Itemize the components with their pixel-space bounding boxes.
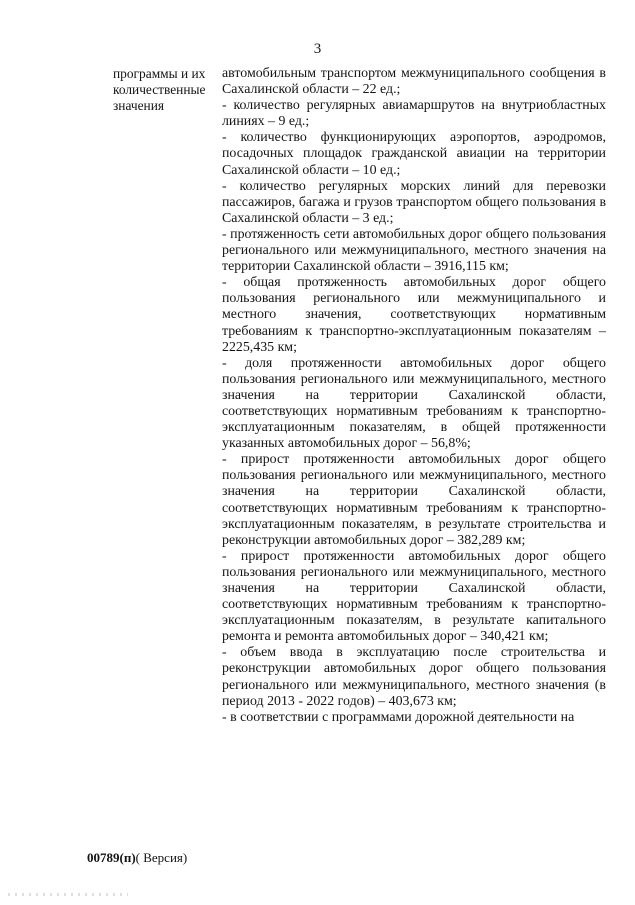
- indicator-item: - количество регулярных морских линий для перевозки пассажиров, багажа и грузов транспортом общего пользования в Сахалинской области – 3 ед.;: [222, 178, 606, 226]
- document-code: 00789(п): [87, 850, 136, 865]
- indicator-item: - прирост протяженности автомобильных дорог общего пользования регионального или межмуниципального, местного значения на территории Сахалинской области, соответствующих нормативным требованиям к транспортно-эксплуатационным показателям, в результате строительства и реконструкции автомобильных дорог – 382,289 км;: [222, 452, 606, 548]
- row-label: [113, 66, 219, 114]
- row-label-line: программы и их: [113, 66, 206, 81]
- row-label-line: количественные: [113, 82, 206, 97]
- scan-artifact: [8, 893, 128, 896]
- indicator-item: автомобильным транспортом межмуниципального сообщения в Сахалинской области – 22 ед.;: [222, 66, 606, 98]
- row-label-line: значения: [113, 98, 165, 113]
- indicator-item: - доля протяженности автомобильных дорог общего пользования регионального или межмуниципального, местного значения на территории Сахалинской области, соответствующих нормативным требованиям к транспортно-эксплуатационным показателям, в общей протяженности указанных автомобильных дорог – 56,8%;: [222, 355, 606, 452]
- indicator-item: - количество функционирующих аэропортов, аэродромов, посадочных площадок гражданской авиации на территории Сахалинской области – 10 ед.;: [222, 130, 606, 178]
- indicator-item: - количество регулярных авиамаршрутов на внутриобластных линиях – 9 ед.;: [222, 98, 606, 130]
- page-number: 3: [313, 41, 322, 57]
- indicators-list: [222, 66, 606, 726]
- document-version: ( Версия): [135, 850, 188, 865]
- indicator-item: - в соответствии с программами дорожной деятельности на: [222, 709, 575, 725]
- indicator-item: - общая протяженность автомобильных дорог общего пользования регионального или межмуниципального и местного значения, соответствующих нормативным требованиям к транспортно-эксплуатационным показателям – 2225,435 км;: [222, 275, 606, 355]
- indicator-item: - объем ввода в эксплуатацию после строительства и реконструкции автомобильных дорог общего пользования регионального или межмуниципального, местного значения (в период 2013 - 2022 годов) – 403,673 км;: [222, 645, 606, 709]
- indicator-item: - прирост протяженности автомобильных дорог общего пользования регионального или межмуниципального, местного значения на территории Сахалинской области, соответствующих нормативным требованиям к транспортно-эксплуатационным показателям, в результате капитального ремонта и ремонта автомобильных дорог – 340,421 км;: [222, 548, 606, 645]
- document-footer: [87, 850, 187, 866]
- indicator-item: - протяженность сети автомобильных дорог общего пользования регионального или межмуниципального, местного значения на территории Сахалинской области – 3916,115 км;: [222, 226, 606, 275]
